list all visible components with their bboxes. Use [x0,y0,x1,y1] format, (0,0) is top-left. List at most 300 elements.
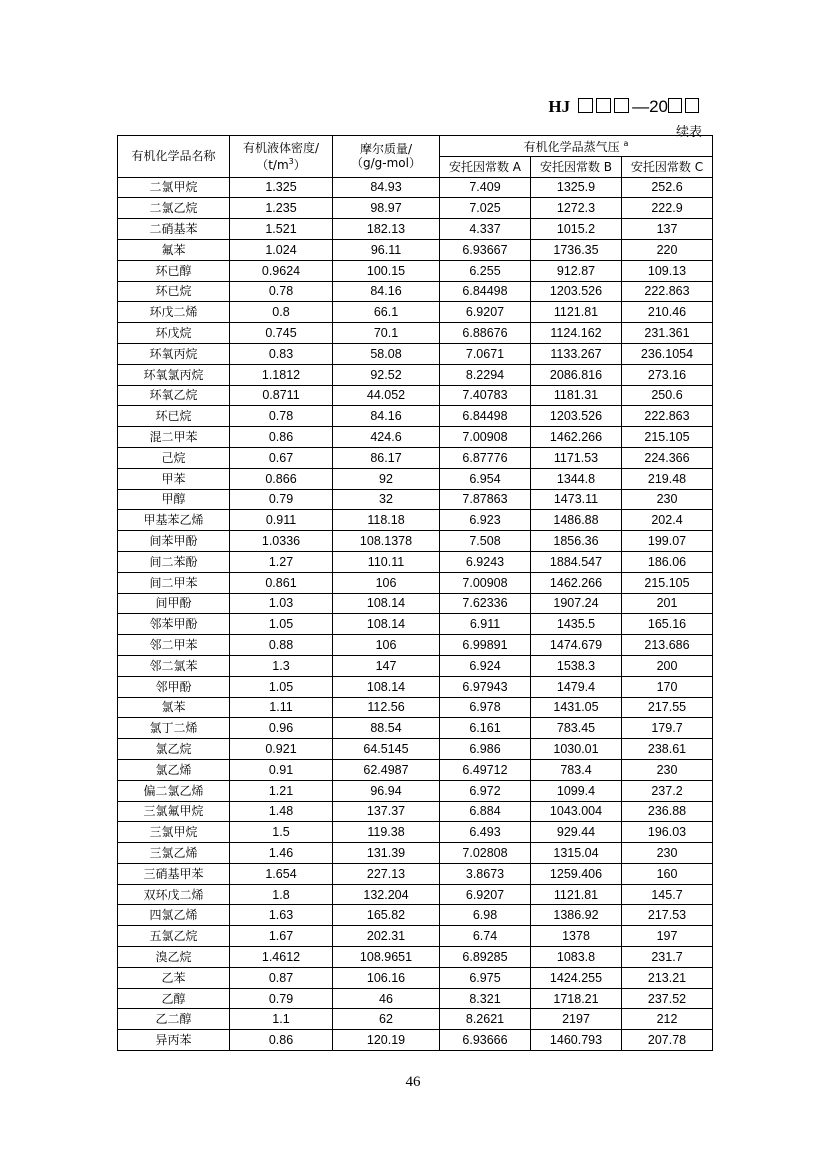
cell-antoine-b: 1856.36 [531,531,622,552]
cell-name: 甲醇 [118,489,230,510]
cell-density: 1.03 [230,593,333,614]
cell-molar-mass: 118.18 [333,510,440,531]
cell-antoine-c: 222.9 [622,198,713,219]
cell-antoine-a: 7.62336 [440,593,531,614]
cell-density: 0.78 [230,281,333,302]
cell-antoine-a: 6.911 [440,614,531,635]
cell-density: 1.521 [230,219,333,240]
cell-molar-mass: 84.16 [333,281,440,302]
table-row [118,219,713,240]
cell-molar-mass: 120.19 [333,1030,440,1051]
cell-antoine-c: 137 [622,219,713,240]
cell-antoine-a: 6.986 [440,739,531,760]
vapor-pressure-table [117,135,713,1051]
cell-antoine-a: 6.93667 [440,239,531,260]
cell-density: 1.1812 [230,364,333,385]
cell-antoine-b: 1099.4 [531,780,622,801]
standard-prefix: HJ [548,97,571,116]
cell-density: 1.654 [230,863,333,884]
cell-density: 0.91 [230,759,333,780]
cell-molar-mass: 98.97 [333,198,440,219]
cell-name: 氯苯 [118,697,230,718]
year-prefix: —20 [632,97,668,116]
cell-antoine-a: 6.88676 [440,323,531,344]
cell-molar-mass: 165.82 [333,905,440,926]
cell-name: 环已醇 [118,260,230,281]
table-row [118,697,713,718]
cell-antoine-a: 6.975 [440,967,531,988]
table-row [118,343,713,364]
cell-density: 0.921 [230,739,333,760]
cell-antoine-c: 202.4 [622,510,713,531]
cell-density: 0.86 [230,427,333,448]
cell-antoine-c: 201 [622,593,713,614]
cell-antoine-c: 213.686 [622,635,713,656]
cell-density: 1.11 [230,697,333,718]
cell-antoine-c: 231.361 [622,323,713,344]
table-row [118,905,713,926]
cell-molar-mass: 92.52 [333,364,440,385]
table-row [118,843,713,864]
cell-density: 1.325 [230,177,333,198]
cell-name: 三氯乙烯 [118,843,230,864]
cell-density: 0.79 [230,489,333,510]
cell-name: 环氧氯丙烷 [118,364,230,385]
cell-molar-mass: 70.1 [333,323,440,344]
cell-density: 1.235 [230,198,333,219]
header-molar-mass: 摩尔质量/ （g/g-mol） [333,136,440,178]
cell-molar-mass: 110.11 [333,551,440,572]
cell-antoine-b: 1124.162 [531,323,622,344]
cell-density: 1.48 [230,801,333,822]
cell-antoine-b: 1736.35 [531,239,622,260]
cell-antoine-a: 6.84498 [440,406,531,427]
table-row [118,801,713,822]
cell-antoine-b: 1431.05 [531,697,622,718]
cell-density: 0.96 [230,718,333,739]
table-row [118,655,713,676]
cell-molar-mass: 58.08 [333,343,440,364]
cell-density: 0.866 [230,468,333,489]
table-row [118,967,713,988]
cell-antoine-c: 236.88 [622,801,713,822]
cell-antoine-b: 1718.21 [531,988,622,1009]
cell-name: 己烷 [118,447,230,468]
table-row [118,572,713,593]
table-row [118,468,713,489]
cell-name: 偏二氯乙烯 [118,780,230,801]
cell-density: 1.8 [230,884,333,905]
placeholder-box-icon [596,98,611,113]
cell-antoine-c: 222.863 [622,281,713,302]
cell-molar-mass: 86.17 [333,447,440,468]
cell-antoine-c: 273.16 [622,364,713,385]
cell-molar-mass: 424.6 [333,427,440,448]
cell-antoine-c: 196.03 [622,822,713,843]
cell-antoine-a: 6.74 [440,926,531,947]
cell-name: 邻二甲苯 [118,635,230,656]
table-row [118,302,713,323]
cell-antoine-b: 1043.004 [531,801,622,822]
cell-name: 双环戊二烯 [118,884,230,905]
cell-antoine-b: 783.4 [531,759,622,780]
cell-name: 氯乙烯 [118,759,230,780]
cell-density: 0.87 [230,967,333,988]
cell-density: 0.88 [230,635,333,656]
cell-molar-mass: 108.1378 [333,531,440,552]
table-row [118,780,713,801]
table-row [118,1009,713,1030]
cell-name: 二氯乙烷 [118,198,230,219]
cell-antoine-b: 929.44 [531,822,622,843]
cell-antoine-a: 7.025 [440,198,531,219]
cell-antoine-a: 6.924 [440,655,531,676]
cell-molar-mass: 88.54 [333,718,440,739]
table-row [118,281,713,302]
page-number: 46 [405,1074,421,1090]
cell-molar-mass: 227.13 [333,863,440,884]
cell-antoine-a: 7.40783 [440,385,531,406]
cell-antoine-a: 8.2294 [440,364,531,385]
cell-molar-mass: 44.052 [333,385,440,406]
cell-antoine-c: 237.52 [622,988,713,1009]
cell-name: 间二甲苯 [118,572,230,593]
cell-molar-mass: 147 [333,655,440,676]
table-row [118,385,713,406]
document-code [548,97,702,117]
cell-antoine-b: 1473.11 [531,489,622,510]
cell-name: 二硝基苯 [118,219,230,240]
cell-name: 邻甲酚 [118,676,230,697]
cell-antoine-a: 6.9207 [440,884,531,905]
cell-antoine-c: 197 [622,926,713,947]
cell-antoine-c: 219.48 [622,468,713,489]
table-row [118,635,713,656]
cell-name: 间苯甲酚 [118,531,230,552]
table-row [118,531,713,552]
cell-molar-mass: 96.11 [333,239,440,260]
cell-antoine-b: 1083.8 [531,947,622,968]
placeholder-box-icon [685,98,699,113]
cell-name: 甲苯 [118,468,230,489]
table-row [118,676,713,697]
cell-antoine-a: 7.0671 [440,343,531,364]
cell-antoine-a: 6.98 [440,905,531,926]
cell-antoine-a: 8.321 [440,988,531,1009]
table-row [118,614,713,635]
cell-density: 0.86 [230,1030,333,1051]
cell-name: 氟苯 [118,239,230,260]
header-antoine-a: 安托因常数 A [440,156,531,177]
cell-molar-mass: 32 [333,489,440,510]
header-antoine-b: 安托因常数 B [531,156,622,177]
cell-density: 1.05 [230,614,333,635]
table-row [118,718,713,739]
cell-density: 1.67 [230,926,333,947]
table-row [118,489,713,510]
cell-molar-mass: 182.13 [333,219,440,240]
header-density: 有机液体密度/ $(t/m^3)$ [230,136,333,178]
cell-antoine-b: 1462.266 [531,427,622,448]
cell-density: 0.9624 [230,260,333,281]
cell-antoine-b: 1460.793 [531,1030,622,1051]
cell-antoine-b: 1203.526 [531,281,622,302]
cell-density: 1.0336 [230,531,333,552]
cell-antoine-c: 212 [622,1009,713,1030]
cell-antoine-a: 6.972 [440,780,531,801]
cell-antoine-b: 1259.406 [531,863,622,884]
cell-antoine-c: 222.863 [622,406,713,427]
cell-antoine-a: 3.8673 [440,863,531,884]
cell-molar-mass: 137.37 [333,801,440,822]
cell-name: 乙苯 [118,967,230,988]
cell-molar-mass: 119.38 [333,822,440,843]
cell-antoine-c: 213.21 [622,967,713,988]
table-row [118,260,713,281]
cell-antoine-b: 1015.2 [531,219,622,240]
table-row [118,510,713,531]
table-row [118,239,713,260]
cell-antoine-b: 2197 [531,1009,622,1030]
cell-antoine-c: 230 [622,843,713,864]
cell-name: 乙醇 [118,988,230,1009]
cell-density: 1.024 [230,239,333,260]
cell-density: 0.79 [230,988,333,1009]
cell-antoine-a: 6.49712 [440,759,531,780]
cell-antoine-b: 1424.255 [531,967,622,988]
cell-molar-mass: 108.9651 [333,947,440,968]
cell-name: 异丙苯 [118,1030,230,1051]
table-row [118,988,713,1009]
cell-antoine-c: 250.6 [622,385,713,406]
cell-molar-mass: 66.1 [333,302,440,323]
cell-antoine-b: 1121.81 [531,884,622,905]
cell-antoine-b: 1474.679 [531,635,622,656]
cell-density: 1.05 [230,676,333,697]
cell-name: 环氧乙烷 [118,385,230,406]
cell-antoine-b: 1907.24 [531,593,622,614]
cell-molar-mass: 100.15 [333,260,440,281]
table-row [118,822,713,843]
cell-antoine-b: 1181.31 [531,385,622,406]
cell-density: 1.1 [230,1009,333,1030]
cell-name: 环戊二烯 [118,302,230,323]
cell-density: 0.67 [230,447,333,468]
cell-density: 1.5 [230,822,333,843]
cell-density: 0.745 [230,323,333,344]
cell-density: 0.83 [230,343,333,364]
cell-molar-mass: 46 [333,988,440,1009]
cell-name: 环氧丙烷 [118,343,230,364]
cell-molar-mass: 92 [333,468,440,489]
cell-antoine-a: 7.409 [440,177,531,198]
cell-name: 环戊烷 [118,323,230,344]
cell-molar-mass: 202.31 [333,926,440,947]
cell-name: 三硝基甲苯 [118,863,230,884]
table-row [118,198,713,219]
cell-density: 0.861 [230,572,333,593]
cell-molar-mass: 62.4987 [333,759,440,780]
cell-antoine-c: 217.53 [622,905,713,926]
cell-antoine-a: 4.337 [440,219,531,240]
cell-antoine-b: 1386.92 [531,905,622,926]
table-row [118,364,713,385]
placeholder-box-icon [614,98,629,113]
cell-antoine-b: 783.45 [531,718,622,739]
cell-name: 氯丁二烯 [118,718,230,739]
cell-antoine-b: 1325.9 [531,177,622,198]
cell-density: 1.3 [230,655,333,676]
cell-molar-mass: 131.39 [333,843,440,864]
cell-name: 五氯乙烷 [118,926,230,947]
cell-antoine-c: 231.7 [622,947,713,968]
cell-molar-mass: 108.14 [333,614,440,635]
cell-name: 环已烷 [118,281,230,302]
cell-antoine-b: 1203.526 [531,406,622,427]
table-row [118,863,713,884]
cell-antoine-a: 6.923 [440,510,531,531]
cell-antoine-a: 7.00908 [440,427,531,448]
cell-antoine-b: 1378 [531,926,622,947]
cell-antoine-c: 179.7 [622,718,713,739]
table-row [118,947,713,968]
cell-molar-mass: 112.56 [333,697,440,718]
cell-antoine-a: 7.02808 [440,843,531,864]
cell-name: 甲基苯乙烯 [118,510,230,531]
header-antoine-c: 安托因常数 C [622,156,713,177]
cell-molar-mass: 96.94 [333,780,440,801]
cell-antoine-c: 145.7 [622,884,713,905]
cell-antoine-a: 6.493 [440,822,531,843]
cell-antoine-c: 236.1054 [622,343,713,364]
cell-antoine-b: 1538.3 [531,655,622,676]
cell-antoine-c: 210.46 [622,302,713,323]
cell-antoine-a: 6.954 [440,468,531,489]
cell-name: 邻苯甲酚 [118,614,230,635]
cell-molar-mass: 106 [333,572,440,593]
cell-antoine-b: 2086.816 [531,364,622,385]
cell-density: 1.27 [230,551,333,572]
cell-density: 1.4612 [230,947,333,968]
cell-molar-mass: 108.14 [333,676,440,697]
cell-antoine-b: 1462.266 [531,572,622,593]
cell-name: 间二苯酚 [118,551,230,572]
cell-molar-mass: 64.5145 [333,739,440,760]
cell-density: 1.63 [230,905,333,926]
cell-antoine-b: 1121.81 [531,302,622,323]
cell-antoine-c: 186.06 [622,551,713,572]
cell-antoine-c: 215.105 [622,572,713,593]
cell-density: 0.8711 [230,385,333,406]
cell-antoine-a: 6.99891 [440,635,531,656]
table-row [118,177,713,198]
cell-antoine-b: 1344.8 [531,468,622,489]
cell-antoine-c: 230 [622,489,713,510]
placeholder-box-icon [578,98,593,113]
cell-antoine-a: 6.161 [440,718,531,739]
cell-name: 三氯氟甲烷 [118,801,230,822]
table-row [118,926,713,947]
cell-density: 0.78 [230,406,333,427]
cell-antoine-a: 7.00908 [440,572,531,593]
cell-name: 四氯乙烯 [118,905,230,926]
table-row [118,593,713,614]
placeholder-box-icon [668,98,682,113]
cell-antoine-b: 1486.88 [531,510,622,531]
cell-antoine-b: 1315.04 [531,843,622,864]
cell-name: 三氯甲烷 [118,822,230,843]
cell-molar-mass: 108.14 [333,593,440,614]
table-row [118,551,713,572]
table-row [118,759,713,780]
continued-label: 续表 [675,125,702,140]
cell-antoine-c: 215.105 [622,427,713,448]
cell-antoine-a: 6.255 [440,260,531,281]
cell-antoine-c: 109.13 [622,260,713,281]
cell-density: 1.21 [230,780,333,801]
cell-antoine-c: 224.366 [622,447,713,468]
cell-antoine-c: 237.2 [622,780,713,801]
cell-antoine-c: 217.55 [622,697,713,718]
cell-antoine-c: 170 [622,676,713,697]
cell-name: 混二甲苯 [118,427,230,448]
cell-name: 乙二醇 [118,1009,230,1030]
cell-antoine-c: 165.16 [622,614,713,635]
cell-antoine-b: 1884.547 [531,551,622,572]
cell-antoine-b: 1479.4 [531,676,622,697]
cell-antoine-b: 1272.3 [531,198,622,219]
table-row [118,427,713,448]
cell-antoine-c: 200 [622,655,713,676]
table-row [118,884,713,905]
cell-antoine-a: 6.978 [440,697,531,718]
cell-antoine-b: 912.87 [531,260,622,281]
cell-antoine-c: 238.61 [622,739,713,760]
cell-antoine-b: 1133.267 [531,343,622,364]
cell-antoine-a: 8.2621 [440,1009,531,1030]
cell-molar-mass: 84.93 [333,177,440,198]
cell-antoine-a: 6.87776 [440,447,531,468]
cell-antoine-a: 7.87863 [440,489,531,510]
cell-name: 氯乙烷 [118,739,230,760]
cell-antoine-a: 6.89285 [440,947,531,968]
cell-molar-mass: 132.204 [333,884,440,905]
cell-antoine-c: 220 [622,239,713,260]
cell-density: 1.46 [230,843,333,864]
table-row [118,739,713,760]
header-name: 有机化学品名称 [118,136,230,178]
table-row [118,447,713,468]
table-row [118,1030,713,1051]
cell-antoine-a: 6.97943 [440,676,531,697]
cell-antoine-a: 6.93666 [440,1030,531,1051]
cell-antoine-a: 6.84498 [440,281,531,302]
cell-density: 0.911 [230,510,333,531]
cell-molar-mass: 84.16 [333,406,440,427]
cell-density: 0.8 [230,302,333,323]
cell-name: 环已烷 [118,406,230,427]
cell-antoine-a: 6.884 [440,801,531,822]
cell-antoine-c: 160 [622,863,713,884]
table-row [118,323,713,344]
cell-name: 溴乙烷 [118,947,230,968]
cell-antoine-b: 1171.53 [531,447,622,468]
cell-name: 二氯甲烷 [118,177,230,198]
cell-antoine-c: 252.6 [622,177,713,198]
cell-name: 间甲酚 [118,593,230,614]
header-vapor-pressure: 有机化学品蒸气压 $^a$ [440,136,713,157]
cell-molar-mass: 106.16 [333,967,440,988]
